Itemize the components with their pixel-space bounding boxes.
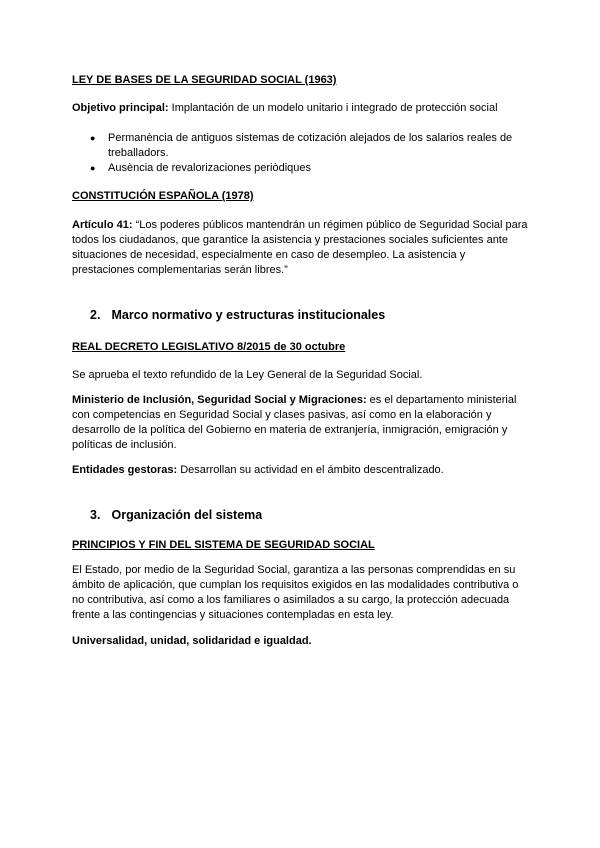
ministry-label: Ministerio de Inclusión, Seguridad Social y Migraciones:	[72, 394, 367, 406]
principles-summary: Universalidad, unidad, solidaridad e igualdad.	[72, 635, 312, 647]
ministry-paragraph	[72, 393, 528, 453]
article-text: “Los poderes públicos mantendrán un régimen público de Seguridad Social para todos los ciudadanos, que garantice la asistencia y prestaciones sociales suficientes ante situaciones de necesidad, especialmente en caso de desempleo. La asistencia y prestaciones complementarias serán libres.”	[72, 219, 528, 276]
entities-text: Desarrollan su actividad en el ámbito descentralizado.	[177, 464, 444, 476]
list-item	[72, 131, 528, 161]
article-label: Artículo 41:	[72, 219, 133, 231]
bullet-text: Ausència de revalorizaciones periòdiques	[108, 162, 312, 174]
decree-heading: REAL DECRETO LEGISLATIVO 8/2015 de 30 octubre	[72, 341, 346, 353]
entities-label: Entidades gestoras:	[72, 464, 178, 476]
bullet-list	[72, 131, 528, 176]
bullet-icon: ●	[90, 133, 96, 143]
objective-label: Objetivo principal:	[72, 102, 169, 114]
section-2-title	[90, 307, 385, 323]
section-3-title-text: Organización del sistema	[111, 508, 263, 522]
objective-paragraph	[72, 101, 528, 116]
bullet-text: Permanència de antiguos sistemas de cotización alejados de los salarios reales de treballadors.	[108, 132, 513, 159]
principles-heading: PRINCIPIOS Y FIN DEL SISTEMA DE SEGURIDAD SOCIAL	[72, 539, 375, 551]
bullet-icon: ●	[90, 163, 96, 173]
decree-paragraph: Se aprueba el texto refundido de la Ley General de la Seguridad Social.	[72, 369, 423, 381]
section-2-title-text: Marco normativo y estructuras institucionales	[111, 308, 386, 322]
article-paragraph	[72, 218, 528, 278]
section-3-number: 3.	[90, 508, 101, 522]
bullet-list-container	[72, 131, 528, 176]
section-2-number: 2.	[90, 308, 101, 322]
constitution-heading: CONSTITUCIÓN ESPAÑOLA (1978)	[72, 190, 254, 202]
principles-paragraph: El Estado, por medio de la Seguridad Social, garantiza a las personas comprendidas en su ámbito de aplicación, que cumplan los requisitos exigidos en las modalidades contributiva o no contributiva, así como a los familiares o asimilados a su cargo, la protección adecuada frente a las contingencias y situaciones contempladas en esta ley.	[72, 564, 519, 621]
ministry-text: es el departamento ministerial con competencias en Seguridad Social y clases pasivas, así como en la elaboración y desarrollo de la política del Gobierno en materia de extranjería, inmigración, emigración y políticas de inclusión.	[72, 394, 517, 451]
list-item	[72, 161, 528, 176]
objective-text: Implantación de un modelo unitario i integrado de protección social	[168, 102, 498, 114]
ley-bases-heading: LEY DE BASES DE LA SEGURIDAD SOCIAL (1963)	[72, 74, 337, 86]
section-3-title	[90, 507, 262, 523]
entities-paragraph	[72, 463, 528, 478]
